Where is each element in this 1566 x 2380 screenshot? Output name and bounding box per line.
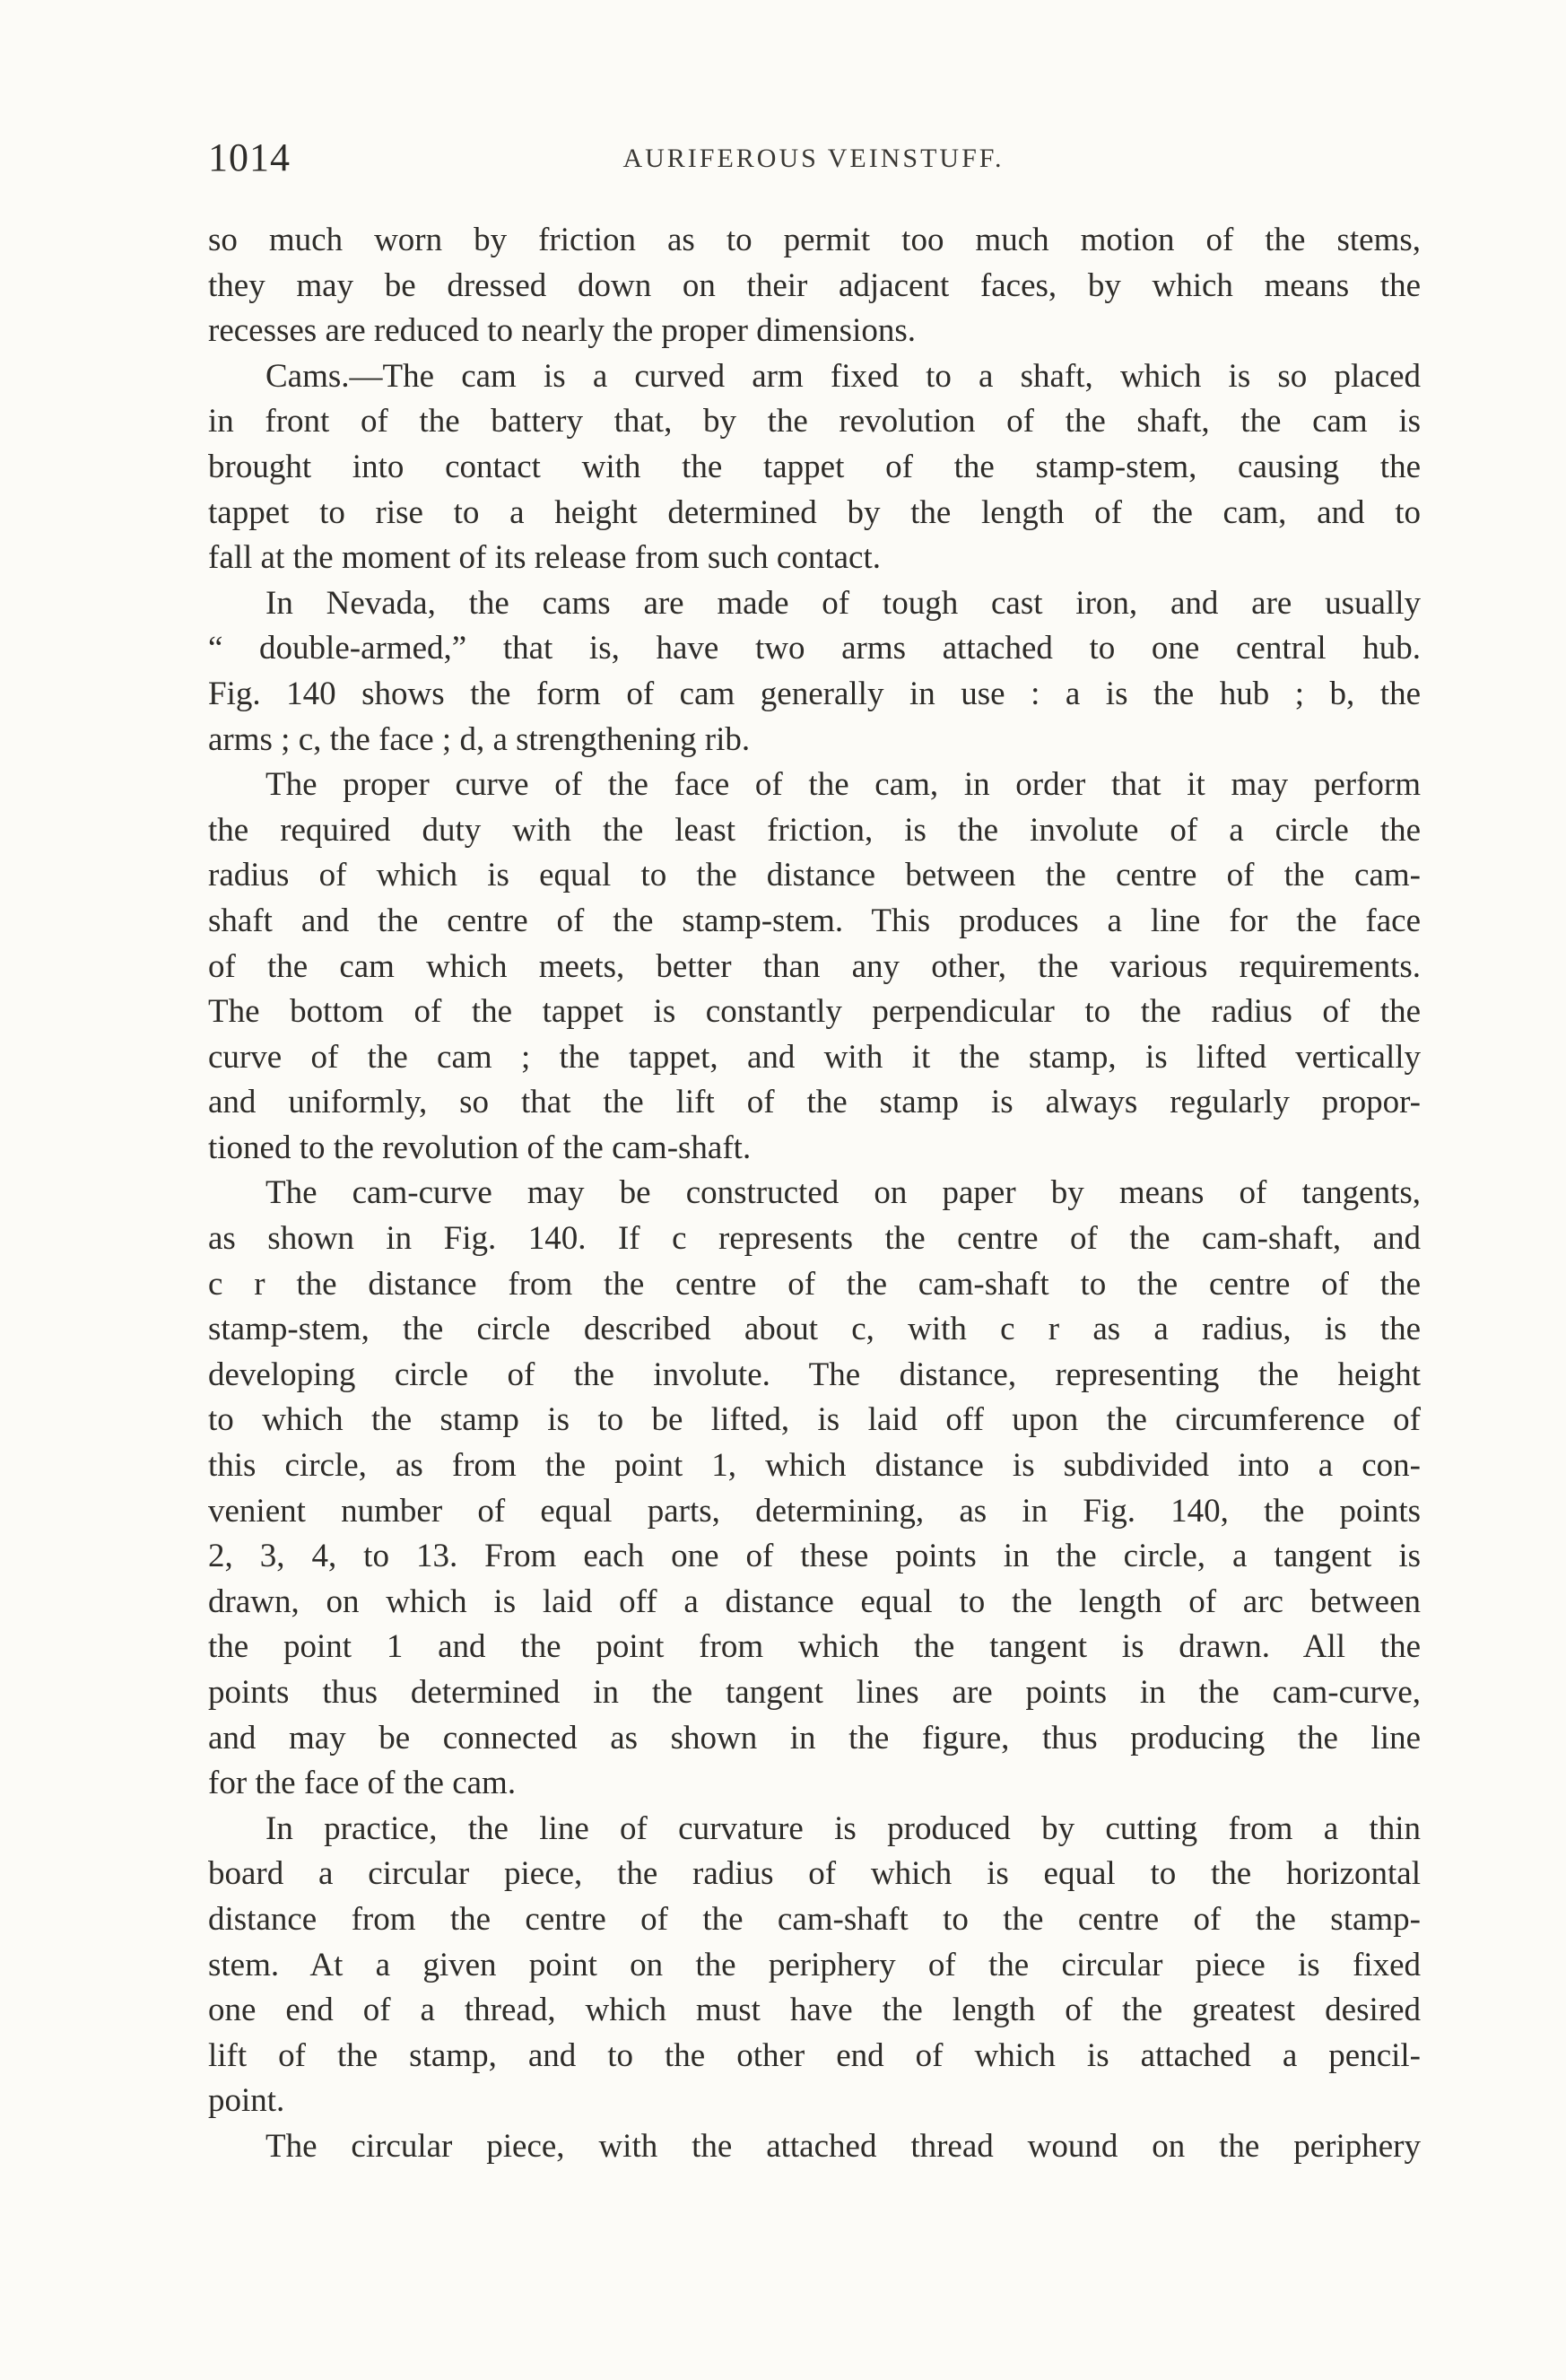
text-line: venient number of equal parts, determining, as in Fig. 140, the points — [208, 1492, 1421, 1530]
text-line: for the face of the cam. — [208, 1765, 517, 1802]
text-line: “ double-armed,” that is, have two arms attached to one central hub. — [208, 630, 1421, 667]
text-line: to which the stamp is to be lifted, is laid off upon the circumference of — [208, 1401, 1421, 1439]
text-line: Cams.—The cam is a curved arm fixed to a shaft, which is so placed — [265, 357, 1421, 395]
text-line: stem. At a given point on the periphery of the circular piece is fixed — [208, 1946, 1421, 1983]
text-line: point. — [208, 2082, 285, 2120]
page-number: 1014 — [208, 135, 291, 179]
text-line: In practice, the line of curvature is produced by cutting from a thin — [265, 1809, 1421, 1847]
text-line: and uniformly, so that the lift of the stamp is always regularly propor- — [208, 1084, 1421, 1121]
text-line: one end of a thread, which must have the length of the greatest desired — [208, 1992, 1421, 2029]
text-line: lift of the stamp, and to the other end of which is attached a pencil- — [208, 2036, 1421, 2074]
text-line: stamp-stem, the circle described about c, with c r as a radius, is the — [208, 1311, 1421, 1348]
running-title: AURIFEROUS VEINSTUFF. — [622, 144, 1005, 173]
text-line: arms ; c, the face ; d, a strengthening rib. — [208, 720, 751, 758]
text-line: tioned to the revolution of the cam-shaft. — [208, 1129, 752, 1166]
text-line: points thus determined in the tangent lines are points in the cam-curve, — [208, 1674, 1421, 1711]
text-line: tappet to rise to a height determined by the length of the cam, and to — [208, 493, 1421, 531]
text-line: of the cam which meets, better than any other, the various requirements. — [208, 947, 1421, 985]
text-line: as shown in Fig. 140. If c represents the centre of the cam-shaft, and — [208, 1220, 1421, 1258]
body-text — [208, 218, 1421, 2170]
text-line: the point 1 and the point from which the tangent is drawn. All the — [208, 1628, 1421, 1666]
text-line: they may be dressed down on their adjacent faces, by which means the — [208, 266, 1421, 304]
text-line: board a circular piece, the radius of which is equal to the horizontal — [208, 1855, 1421, 1893]
text-line: curve of the cam ; the tappet, and with it the stamp, is lifted vertically — [208, 1038, 1421, 1076]
text-line: the required duty with the least friction, is the involute of a circle the — [208, 811, 1421, 849]
text-line: developing circle of the involute. The distance, representing the height — [208, 1356, 1421, 1393]
text-line: Fig. 140 shows the form of cam generally in use : a is the hub ; b, the — [208, 675, 1421, 712]
text-line: distance from the centre of the cam-shaft to the centre of the stamp- — [208, 1900, 1421, 1938]
text-line: fall at the moment of its release from such contact. — [208, 539, 882, 577]
text-line: in front of the battery that, by the revolution of the shaft, the cam is — [208, 403, 1421, 440]
text-line: radius of which is equal to the distance between the centre of the cam- — [208, 857, 1421, 894]
text-line: The proper curve of the face of the cam, in order that it may perform — [265, 766, 1421, 804]
text-line: brought into contact with the tappet of the stamp-stem, causing the — [208, 448, 1421, 485]
text-line: The bottom of the tappet is constantly perpendicular to the radius of the — [208, 993, 1421, 1031]
text-line: 2, 3, 4, to 13. From each one of these points in the circle, a tangent is — [208, 1538, 1421, 1575]
text-line: and may be connected as shown in the figure, thus producing the line — [208, 1719, 1421, 1757]
text-line: so much worn by friction as to permit too much motion of the stems, — [208, 222, 1421, 258]
text-line: this circle, as from the point 1, which distance is subdivided into a con- — [208, 1447, 1421, 1485]
text-line: The cam-curve may be constructed on paper by means of tangents, — [265, 1174, 1421, 1212]
text-line: recesses are reduced to nearly the proper dimensions. — [208, 312, 917, 350]
text-line: The circular piece, with the attached thread wound on the periphery — [265, 2127, 1421, 2165]
text-line: shaft and the centre of the stamp-stem. This produces a line for the face — [208, 902, 1421, 939]
text-line: In Nevada, the cams are made of tough cast iron, and are usually — [265, 584, 1421, 622]
text-line: drawn, on which is laid off a distance equal to the length of arc between — [208, 1582, 1421, 1620]
running-head — [208, 135, 1419, 188]
text-line: c r the distance from the centre of the cam-shaft to the centre of the — [208, 1265, 1421, 1303]
